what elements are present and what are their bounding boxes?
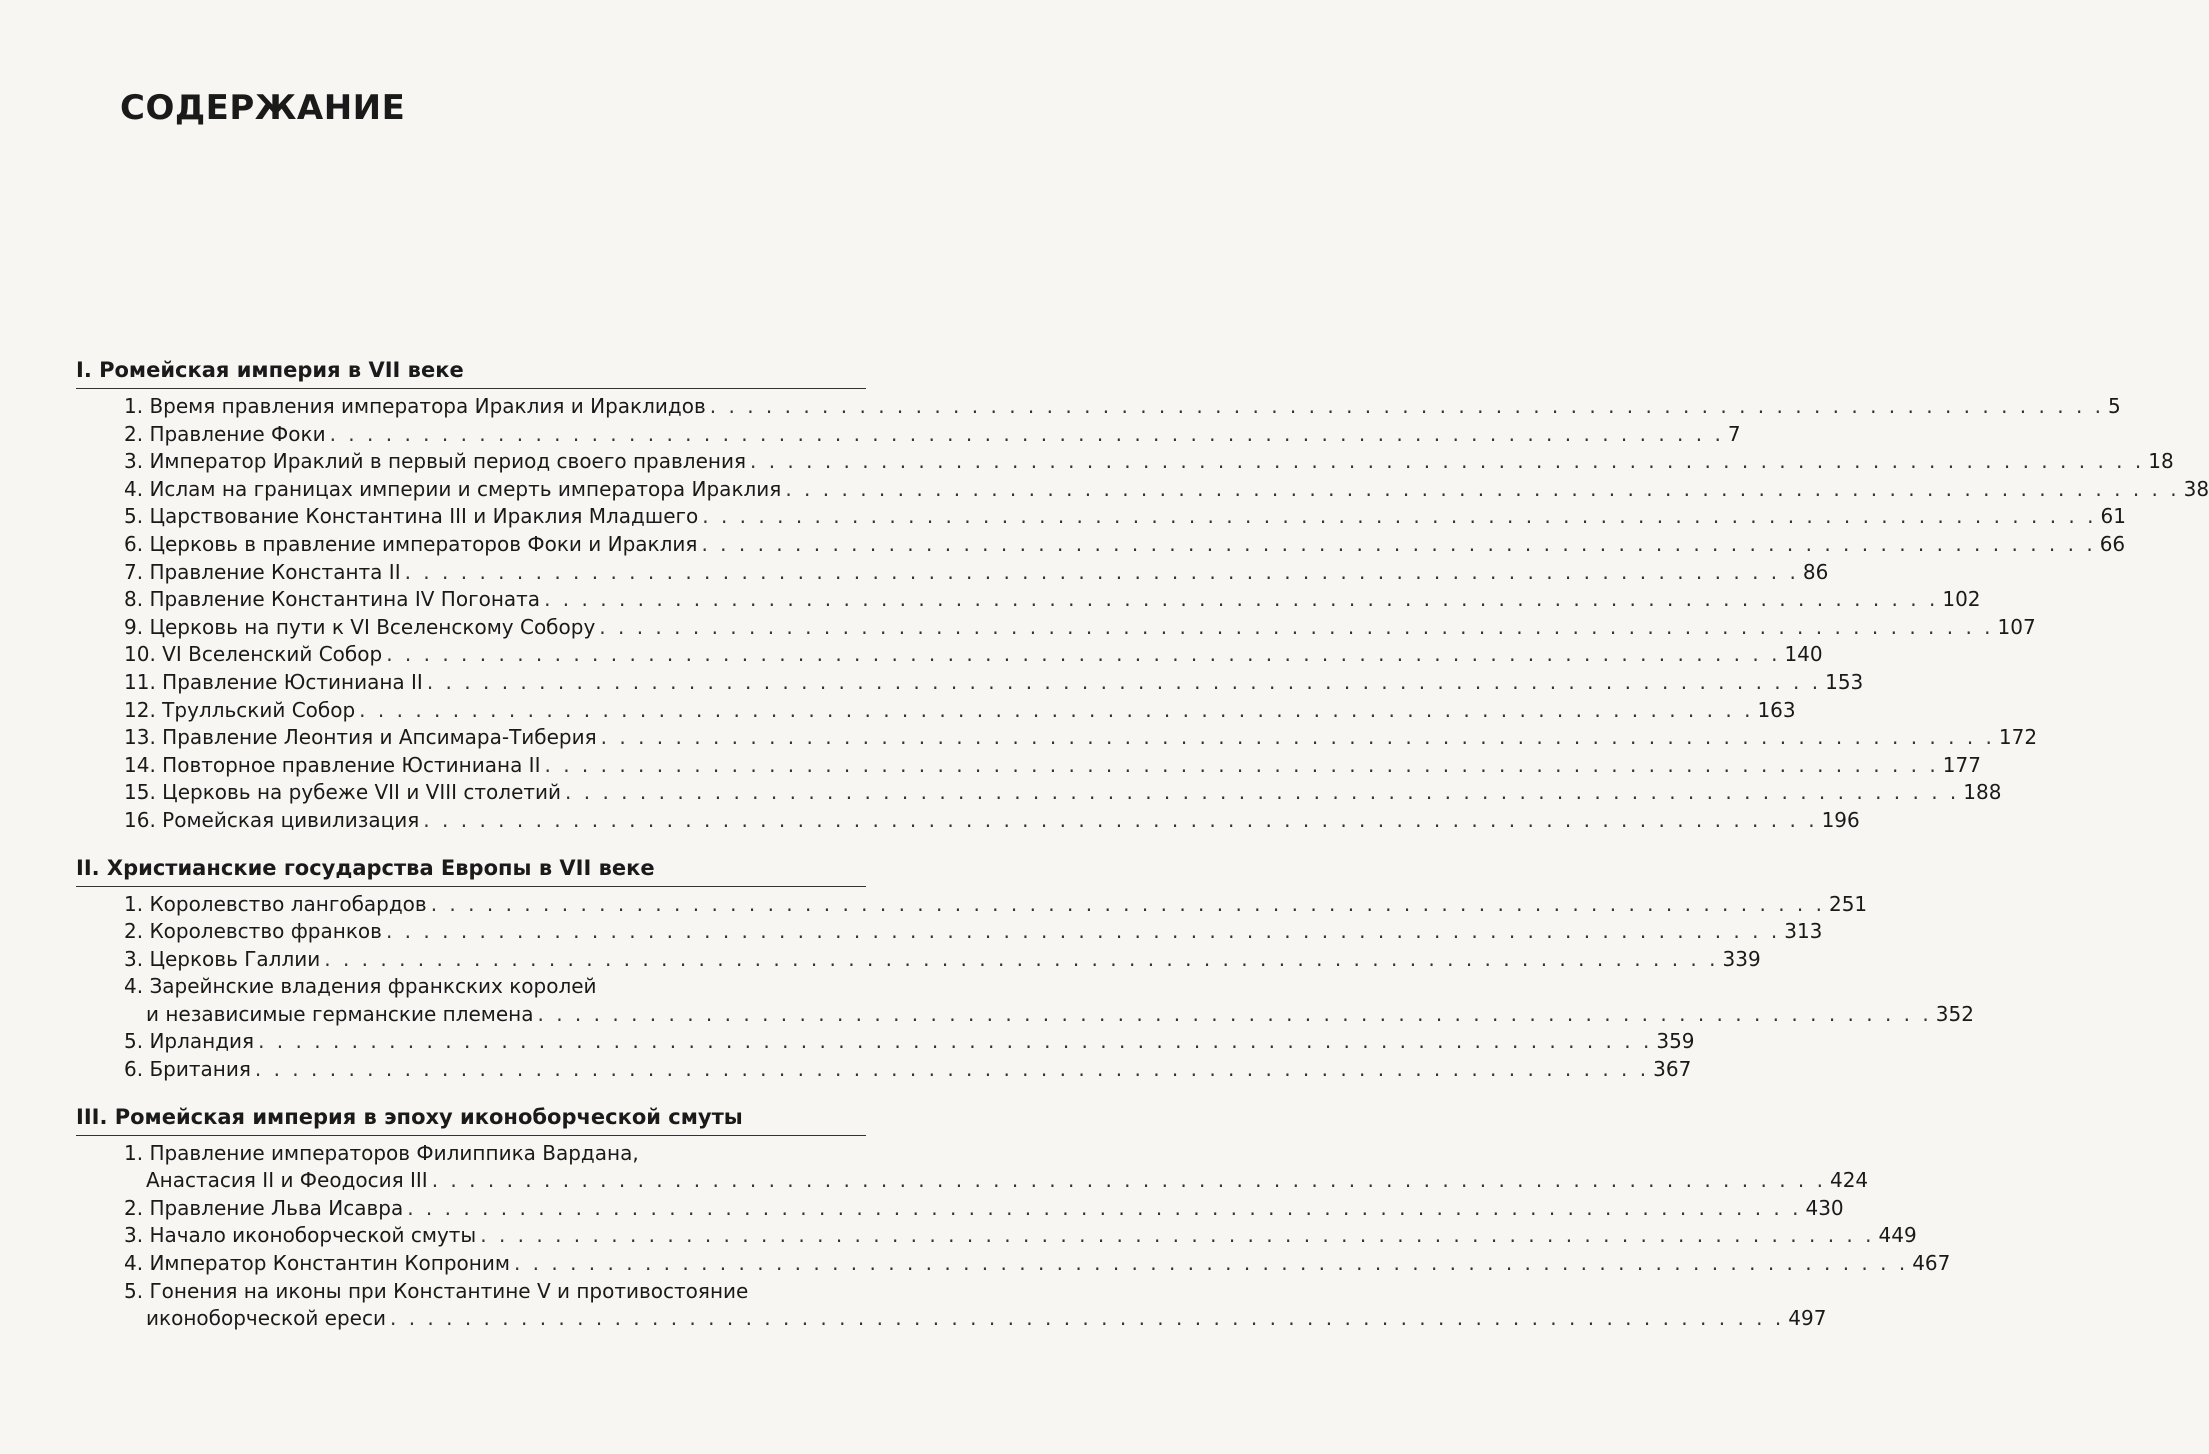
toc-entry-label: 11. Правление Юстиниана II xyxy=(124,669,423,694)
toc-entry-label: 6. Церковь в правление императоров Фоки и Ираклия xyxy=(124,531,698,556)
toc-leader-dots: . . . . . . . . . . . . . . . . . . . . . . . . . . . . . . . . . . . . . . . . . . . . . . . . . . . . . . . . . . . . . . . . . . . . . . . . . . . xyxy=(749,449,2145,474)
toc-page-number: 359 xyxy=(1656,1029,1695,1054)
toc-entry[interactable] xyxy=(76,697,1796,725)
toc-entry-label: 2. Королевство франков xyxy=(124,919,382,944)
toc-entry-label: 14. Повторное правление Юстиниана II xyxy=(124,752,541,777)
toc-entry[interactable] xyxy=(76,1222,1917,1250)
toc-entry-label: 1. Время правления императора Ираклия и Ираклидов xyxy=(124,394,706,418)
toc-entry-label: 2. Правление Льва Исавра xyxy=(124,1195,404,1220)
toc-leader-dots: . . . . . . . . . . . . . . . . . . . . . . . . . . . . . . . . . . . . . . . . . . . . . . . . . . . . . . . . . . . . . . . . . . . . . . . . . . . xyxy=(600,725,1995,750)
toc-entry[interactable] xyxy=(76,476,2209,504)
toc-page-number: 467 xyxy=(1912,1251,1951,1276)
toc-entry-label: 7. Правление Константа II xyxy=(124,559,401,584)
toc-entry[interactable] xyxy=(76,946,1761,974)
toc-page-number: 196 xyxy=(1821,807,1860,832)
toc-page-number: 172 xyxy=(1998,725,2038,750)
toc-leader-dots: . . . . . . . . . . . . . . . . . . . . . . . . . . . . . . . . . . . . . . . . . . . . . . . . . . . . . . . . . . . . . . . . . . . . . . . . . . . xyxy=(544,587,1939,612)
toc-page-number: 163 xyxy=(1757,697,1796,722)
toc-page-number: 313 xyxy=(1784,919,1823,944)
toc-entry[interactable] xyxy=(76,1001,1974,1029)
toc-leader-dots: . . . . . . . . . . . . . . . . . . . . . . . . . . . . . . . . . . . . . . . . . . . . . . . . . . . . . . . . . . . . . . . . . . . . . . . . . . . xyxy=(359,697,1754,722)
toc-page-number: 177 xyxy=(1942,752,1981,777)
toc-leader-dots: . . . . . . . . . . . . . . . . . . . . . . . . . . . . . . . . . . . . . . . . . . . . . . . . . . . . . . . . . . . . . . . . . . . . . . . . . . . xyxy=(565,780,1960,805)
toc-entry[interactable] xyxy=(76,503,2126,531)
toc-entry[interactable] xyxy=(76,752,1981,780)
toc-entry-label: Анастасия II и Феодосия III xyxy=(146,1168,428,1193)
toc-entry-label: иконоборческой ереси xyxy=(146,1306,386,1331)
toc-entry[interactable] xyxy=(76,1250,1951,1278)
section-heading: I. Ромейская империя в VII веке xyxy=(76,358,464,382)
section-rule xyxy=(76,388,866,389)
toc-entry[interactable] xyxy=(76,779,2002,807)
toc-page-number: 449 xyxy=(1878,1223,1917,1248)
toc-leader-dots: . . . . . . . . . . . . . . . . . . . . . . . . . . . . . . . . . . . . . . . . . . . . . . . . . . . . . . . . . . . . . . . . . . . . . . . . . . . xyxy=(329,421,1724,446)
toc-entry[interactable] xyxy=(76,614,2036,642)
toc-entry-line: 4. Зарейнские владения франкских королей xyxy=(124,974,597,999)
toc-entry-label: 2. Правление Фоки xyxy=(124,421,326,446)
toc-entry-label: 5. Царствование Константина III и Ираклия Младшего xyxy=(124,504,699,529)
toc-entry[interactable] xyxy=(76,531,2126,559)
toc-leader-dots: . . . . . . . . . . . . . . . . . . . . . . . . . . . . . . . . . . . . . . . . . . . . . . . . . . . . . . . . . . . . . . . . . . . . . . . . . . . xyxy=(537,1001,1932,1026)
toc-page-number: 140 xyxy=(1784,642,1823,667)
toc-page-number: 107 xyxy=(1997,614,2036,639)
toc-entry[interactable] xyxy=(76,586,1981,614)
toc-entry-label: 16. Ромейская цивилизация xyxy=(124,807,420,832)
toc-entry[interactable] xyxy=(76,1167,1869,1195)
toc-entry-label: 3. Император Ираклий в первый период своего правления xyxy=(124,449,746,474)
toc-entry[interactable] xyxy=(76,891,1868,919)
toc-entry[interactable] xyxy=(76,807,1860,835)
toc-leader-dots: . . . . . . . . . . . . . . . . . . . . . . . . . . . . . . . . . . . . . . . . . . . . . . . . . . . . . . . . . . . . . . . . . . . . . . . . . . . xyxy=(258,1029,1653,1054)
toc-entry-label: 9. Церковь на пути к VI Вселенскому Собору xyxy=(124,614,596,639)
toc-page-number: 102 xyxy=(1942,587,1981,612)
toc-leader-dots: . . . . . . . . . . . . . . . . . . . . . . . . . . . . . . . . . . . . . . . . . . . . . . . . . . . . . . . . . . . . . . . . . . . . . . . . . . . xyxy=(386,642,1781,667)
section-rule xyxy=(76,1135,866,1136)
toc-page-number: 367 xyxy=(1653,1057,1692,1082)
toc-leader-dots: . . . . . . . . . . . . . . . . . . . . . . . . . . . . . . . . . . . . . . . . . . . . . . . . . . . . . . . . . . . . . . . . . . . . . . . . . . . xyxy=(404,559,1799,584)
toc-page-number: 5 xyxy=(2108,394,2121,418)
toc-leader-dots: . . . . . . . . . . . . . . . . . . . . . . . . . . . . . . . . . . . . . . . . . . . . . . . . . . . . . . . . . . . . . . . . . . . . . . . . . . . xyxy=(431,1168,1826,1193)
toc-entry-label: 3. Церковь Галлии xyxy=(124,946,321,971)
toc-page-number: 86 xyxy=(1802,559,1829,584)
toc-leader-dots: . . . . . . . . . . . . . . . . . . . . . . . . . . . . . . . . . . . . . . . . . . . . . . . . . . . . . . . . . . . . . . . . . . . . . . . . . . . xyxy=(430,891,1825,916)
toc-entry[interactable] xyxy=(76,559,1829,587)
section-rule xyxy=(76,886,866,887)
toc-leader-dots: . . . . . . . . . . . . . . . . . . . . . . . . . . . . . . . . . . . . . . . . . . . . . . . . . . . . . . . . . . . . . . . . . . . . . . . . . . . xyxy=(426,669,1822,694)
toc-entry[interactable] xyxy=(76,669,1864,697)
toc-entry-label: 15. Церковь на рубеже VII и VIII столетий xyxy=(124,780,562,805)
toc-leader-dots: . . . . . . . . . . . . . . . . . . . . . . . . . . . . . . . . . . . . . . . . . . . . . . . . . . . . . . . . . . . . . . . . . . . . . . . . . . . xyxy=(702,504,2097,529)
toc-leader-dots: . . . . . . . . . . . . . . . . . . . . . . . . . . . . . . . . . . . . . . . . . . . . . . . . . . . . . . . . . . . . . . . . . . . . . . . . . . . xyxy=(324,946,1719,971)
toc-entry-line: 5. Гонения на иконы при Константине V и противостояние xyxy=(124,1278,749,1303)
toc-entry[interactable] xyxy=(76,1195,1844,1223)
toc-page-number: 352 xyxy=(1935,1001,1974,1026)
toc-leader-dots: . . . . . . . . . . . . . . . . . . . . . . . . . . . . . . . . . . . . . . . . . . . . . . . . . . . . . . . . . . . . . . . . . . . . . . . . . . . xyxy=(385,919,1781,944)
toc-entry[interactable] xyxy=(76,448,2174,476)
toc-page-number: 7 xyxy=(1727,421,1741,446)
table-of-contents xyxy=(76,355,2209,1333)
toc-page-number: 61 xyxy=(2100,504,2126,529)
toc-leader-dots: . . . . . . . . . . . . . . . . . . . . . . . . . . . . . . . . . . . . . . . . . . . . . . . . . . . . . . . . . . . . . . . . . . . . . . . . . . . xyxy=(513,1251,1909,1276)
toc-entry[interactable] xyxy=(76,641,1823,669)
toc-entry-label: 8. Правление Константина IV Погоната xyxy=(124,587,541,612)
toc-leader-dots: . . . . . . . . . . . . . . . . . . . . . . . . . . . . . . . . . . . . . . . . . . . . . . . . . . . . . . . . . . . . . . . . . . . . . . . . . . . xyxy=(423,807,1818,832)
page-title: СОДЕРЖАНИЕ xyxy=(120,88,406,128)
toc-leader-dots: . . . . . . . . . . . . . . . . . . . . . . . . . . . . . . . . . . . . . . . . . . . . . . . . . . . . . . . . . . . . . . . . . . . . . . . . . . . xyxy=(701,531,2096,556)
toc-entry[interactable] xyxy=(76,1305,1827,1333)
toc-entry-label: 13. Правление Леонтия и Апсимара-Тиберия xyxy=(124,725,597,750)
toc-entry[interactable] xyxy=(76,421,1741,449)
toc-entry[interactable] xyxy=(76,1028,1695,1056)
toc-page-number: 424 xyxy=(1829,1168,1869,1193)
toc-entry[interactable] xyxy=(76,918,1823,946)
toc-page-number: 38 xyxy=(2183,476,2209,501)
toc-entry-label: 5. Ирландия xyxy=(124,1029,255,1054)
toc-entry-line: 1. Правление императоров Филиппика Вардана, xyxy=(124,1140,639,1165)
toc-leader-dots: . . . . . . . . . . . . . . . . . . . . . . . . . . . . . . . . . . . . . . . . . . . . . . . . . . . . . . . . . . . . . . . . . . . . . . . . . . . xyxy=(785,476,2180,501)
toc-leader-dots: . . . . . . . . . . . . . . . . . . . . . . . . . . . . . . . . . . . . . . . . . . . . . . . . . . . . . . . . . . . . . . . . . . . . . . . . . . . xyxy=(407,1195,1802,1220)
toc-entry-label: 4. Император Константин Копроним xyxy=(124,1251,510,1276)
toc-entry[interactable] xyxy=(76,393,2121,421)
toc-entry-label: 1. Королевство лангобардов xyxy=(124,891,427,916)
toc-page-number: 497 xyxy=(1788,1306,1827,1331)
toc-leader-dots: . . . . . . . . . . . . . . . . . . . . . . . . . . . . . . . . . . . . . . . . . . . . . . . . . . . . . . . . . . . . . . . . . . . . . . . . . . . xyxy=(254,1057,1650,1082)
section-heading: II. Христианские государства Европы в VII веке xyxy=(76,855,655,880)
toc-entry-label: 6. Британия xyxy=(124,1057,251,1082)
toc-page-number: 339 xyxy=(1722,946,1761,971)
toc-page-number: 188 xyxy=(1963,780,2002,805)
toc-entry-label: 3. Начало иконоборческой смуты xyxy=(124,1223,477,1248)
toc-leader-dots: . . . . . . . . . . . . . . . . . . . . . . . . . . . . . . . . . . . . . . . . . . . . . . . . . . . . . . . . . . . . . . . . . . . . . . . . . . . xyxy=(599,614,1994,639)
toc-leader-dots: . . . . . . . . . . . . . . . . . . . . . . . . . . . . . . . . . . . . . . . . . . . . . . . . . . . . . . . . . . . . . . . . . . . . . . . . . . . xyxy=(709,394,2105,418)
toc-entry[interactable] xyxy=(76,724,2038,752)
toc-page-number: 18 xyxy=(2148,449,2174,474)
toc-entry-label: 4. Ислам на границах империи и смерть императора Ираклия xyxy=(124,476,782,501)
section-heading: III. Ромейская империя в эпоху иконоборческой смуты xyxy=(76,1104,743,1129)
toc-page-number: 153 xyxy=(1825,669,1864,694)
toc-entry-label: и независимые германские племена xyxy=(146,1001,534,1026)
toc-leader-dots: . . . . . . . . . . . . . . . . . . . . . . . . . . . . . . . . . . . . . . . . . . . . . . . . . . . . . . . . . . . . . . . . . . . . . . . . . . . xyxy=(389,1306,1785,1331)
toc-page-number: 430 xyxy=(1805,1195,1844,1220)
toc-page-number: 66 xyxy=(2099,531,2126,556)
toc-entry-label: 12. Трулльский Собор xyxy=(124,697,356,722)
toc-entry-label: 10. VI Вселенский Собор xyxy=(124,642,383,667)
toc-leader-dots: . . . . . . . . . . . . . . . . . . . . . . . . . . . . . . . . . . . . . . . . . . . . . . . . . . . . . . . . . . . . . . . . . . . . . . . . . . . xyxy=(544,752,1939,777)
toc-page-number: 251 xyxy=(1828,891,1868,916)
toc-leader-dots: . . . . . . . . . . . . . . . . . . . . . . . . . . . . . . . . . . . . . . . . . . . . . . . . . . . . . . . . . . . . . . . . . . . . . . . . . . . xyxy=(480,1223,1875,1248)
toc-entry[interactable] xyxy=(76,1056,1692,1084)
